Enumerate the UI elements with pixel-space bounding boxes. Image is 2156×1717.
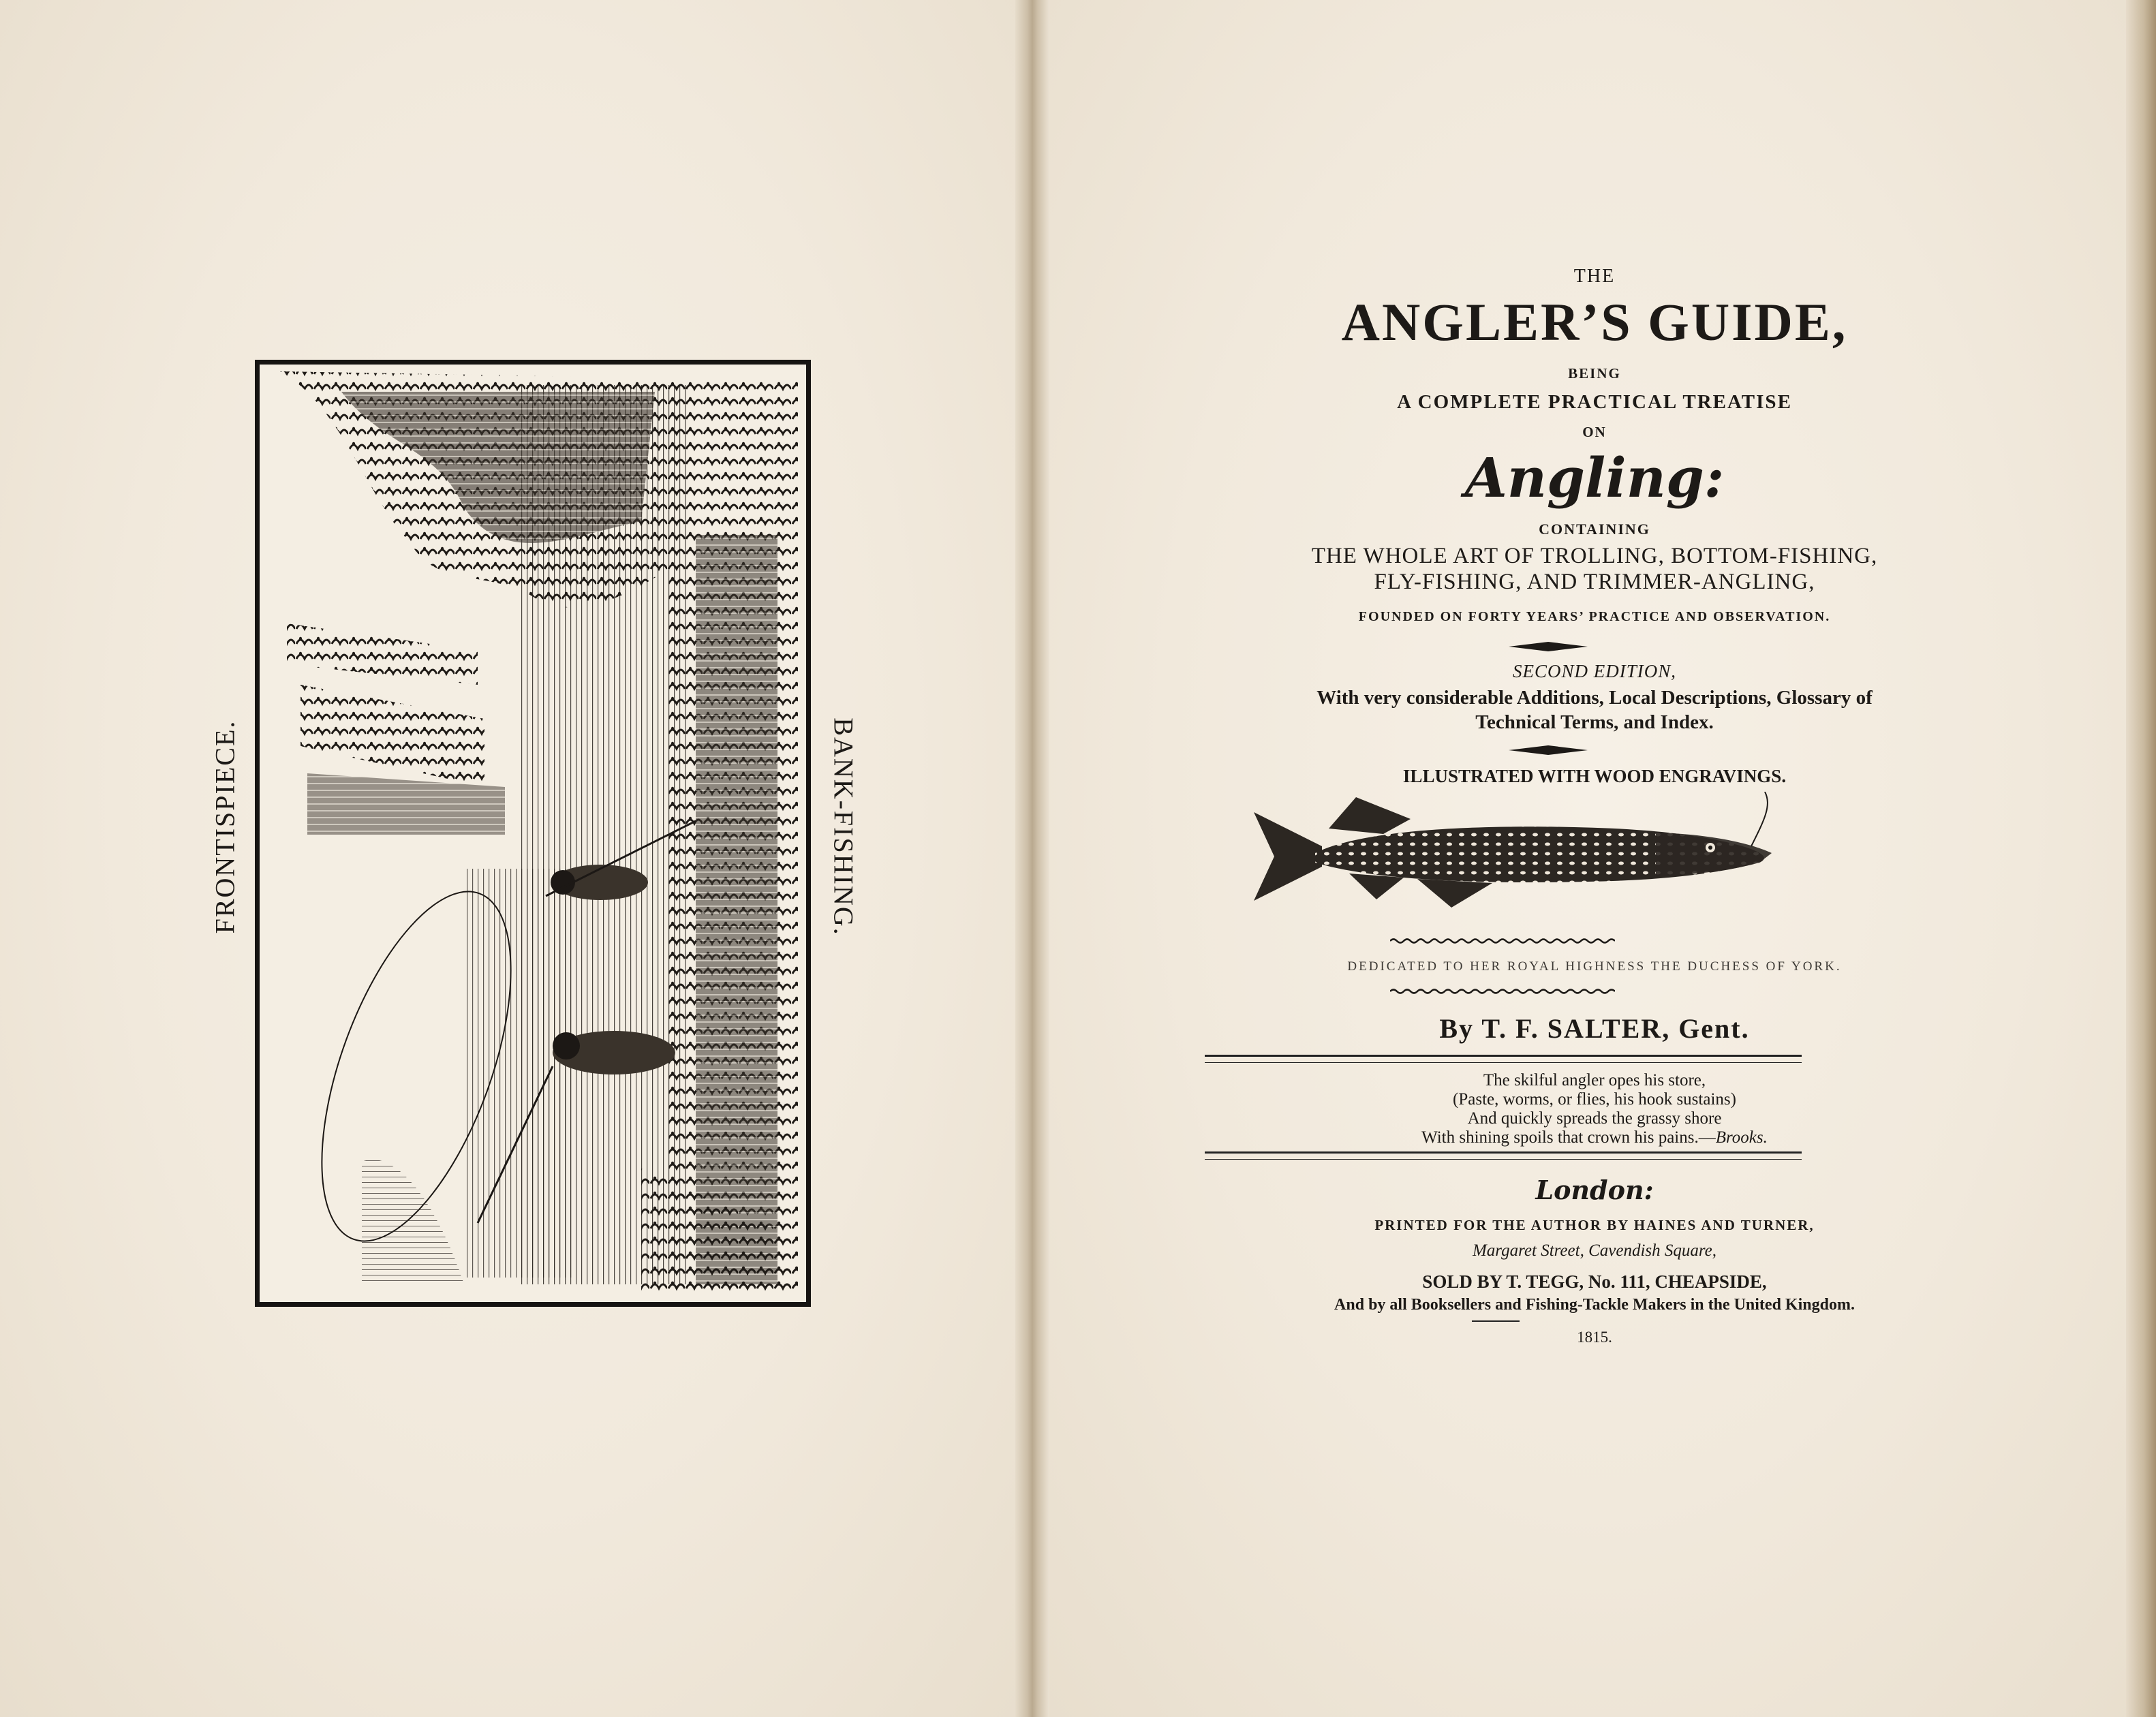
publication-year: 1815. [1577,1329,1612,1346]
contents-line-2: FLY-FISHING, AND TRIMMER-ANGLING, [1374,570,1815,594]
year-rule [1472,1320,1520,1322]
imprint-place: London: [1535,1175,1654,1205]
bank-fishing-illustration [260,365,806,1302]
additions-line-2: Technical Terms, and Index. [1475,711,1714,733]
seller-line-1: SOLD BY T. TEGG, No. 111, CHEAPSIDE, [1422,1271,1767,1292]
verse-attribution: Brooks. [1715,1128,1768,1147]
illustrated-line: ILLUSTRATED WITH WOOD ENGRAVINGS. [1402,766,1787,786]
frontispiece-engraving [255,360,811,1307]
double-rule-top [1205,1055,1802,1063]
founded-line: FOUNDED ON FORTY YEARS’ PRACTICE AND OBSERVATION. [1358,609,1831,624]
verse-line: (Paste, worms, or flies, his hook sustains) [1453,1090,1736,1109]
engraving-caption: BANK-FISHING. [828,717,859,936]
ornament-divider-1 [1509,642,1588,651]
containing-text: CONTAINING [1539,521,1650,538]
seller-line-2: And by all Booksellers and Fishing-Tackle Makers in the United Kingdom. [1334,1296,1855,1314]
edition-text: SECOND EDITION, [1512,661,1676,681]
book-title: ANGLER’S GUIDE, [1341,292,1848,352]
pike-engraving [1247,792,1778,921]
epigraph-verse [1158,1071,2031,1147]
frontispiece-caption: FRONTISPIECE. [209,720,241,934]
ornament-divider-2 [1509,745,1588,755]
dedication-line: DEDICATED TO HER ROYAL HIGHNESS THE DUCHESS OF YORK. [1347,959,1842,974]
treatise-line: A COMPLETE PRACTICAL TREATISE [1397,391,1792,413]
ornament-rule-bottom [1390,988,1615,995]
printer-line-2: Margaret Street, Cavendish Square, [1472,1241,1717,1260]
page-edge [2126,0,2156,1717]
book-gutter [1015,0,1049,1717]
author-line: By T. F. SALTER, Gent. [1439,1013,1750,1044]
printer-line-1: PRINTED FOR THE AUTHOR BY HAINES AND TURNER, [1374,1217,1815,1233]
on-text: ON [1582,424,1607,440]
title-article: THE [1573,266,1616,287]
contents-line-1: THE WHOLE ART OF TROLLING, BOTTOM-FISHING, [1311,544,1878,568]
verse-line-last: With shining spoils that crown his pains.—Brooks. [1421,1128,1768,1147]
verse-line: The skilful angler opes his store, [1483,1071,1706,1089]
being-text: BEING [1568,365,1621,382]
verse-line: And quickly spreads the grassy shore [1467,1109,1722,1128]
ornament-rule-top [1390,938,1615,944]
subject-title: Angling: [1464,446,1725,510]
additions-line-1: With very considerable Additions, Local Descriptions, Glossary of [1316,687,1873,709]
double-rule-bottom [1205,1151,1802,1160]
